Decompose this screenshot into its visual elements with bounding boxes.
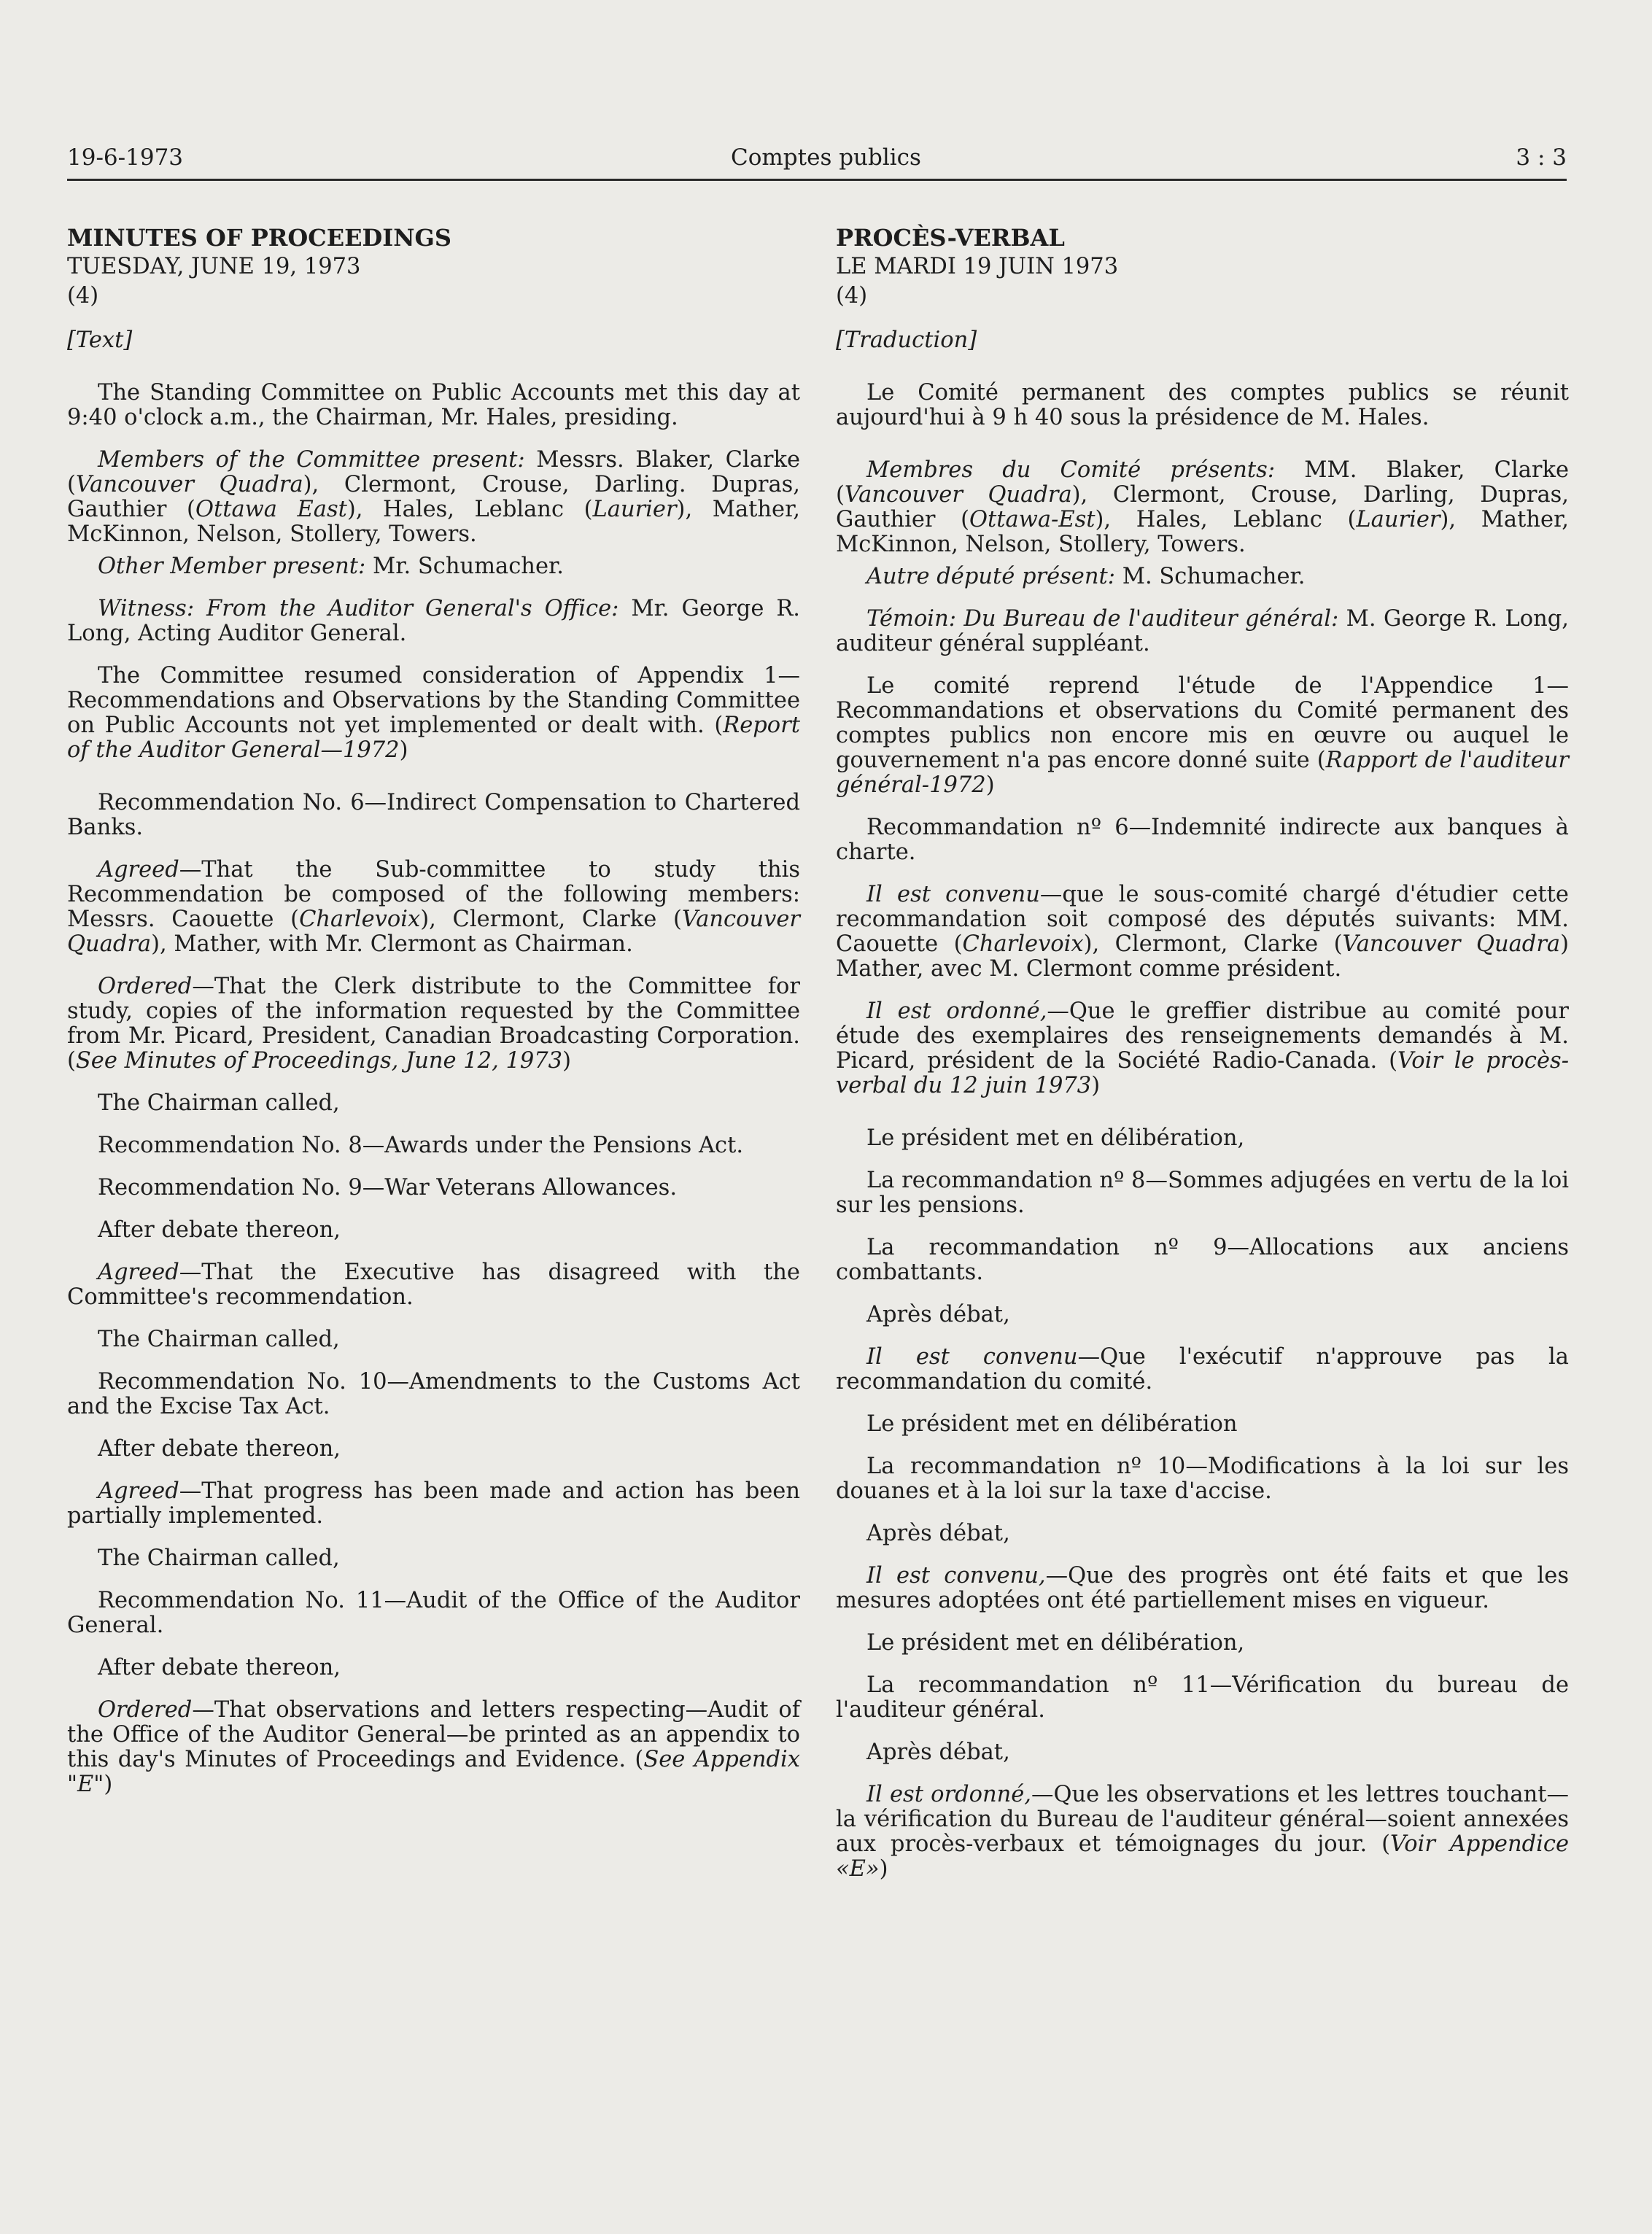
paragraph-chairman-called: Le président met en délibération,	[866, 1125, 1245, 1151]
paragraph-recommendation-9: Recommendation No. 9—War Veterans Allowances.	[98, 1175, 678, 1201]
english-column	[67, 223, 800, 1797]
paragraph-recommendation-6: Recommendation No. 6—Indirect Compensation to Chartered Banks.	[67, 790, 800, 840]
paragraph-agreed-subcommittee: Agreed—That the Sub-committee to study this Recommendation be composed of the following members: Messrs. Caouette (Charlevoix), Clermont, Clarke (Vancouver Quadra), Mather, with Mr. Clermont as Chairman.	[67, 857, 800, 957]
paragraph-chairman-called: The Chairman called,	[98, 1090, 340, 1116]
header-title: Comptes publics	[731, 144, 921, 171]
header-page-number: 3 : 3	[1516, 144, 1567, 171]
paragraph-witness: Witness: From the Auditor General's Office: Mr. George R. Long, Acting Auditor General.	[67, 596, 800, 646]
paragraph-agreed-progress: Il est convenu,—Que des progrès ont été faits et que les mesures adoptées ont été partiellement mises en vigueur.	[836, 1563, 1569, 1613]
paragraph-ordered-appendix: Il est ordonné,—Que les observations et les lettres touchant—la vérification du Bureau de l'auditeur général—soient annexées aux procès-verbaux et témoignages du jour. (Voir Appendice «E»)	[836, 1782, 1570, 1882]
meeting-date: LE MARDI 19 JUIN 1973	[836, 254, 1119, 279]
meeting-number: (4)	[67, 283, 99, 309]
paragraph-chairman-called: Le président met en délibération,	[866, 1630, 1245, 1656]
paragraph-members: Members of the Committee present: Messrs. Blaker, Clarke (Vancouver Quadra), Clermont, Crouse, Darling. Dupras, Gauthier (Ottawa East), Hales, Leblanc (Laurier), Mather, McKinnon, Nelson, Stollery, Towers.	[67, 447, 800, 547]
paragraph-ordered-clerk: Il est ordonné,—Que le greffier distribue au comité pour étude des exemplaires des renseignements demandés à M. Picard, président de la Société Radio-Canada. (Voir le procès-verbal du 12 juin 1973)	[836, 998, 1569, 1098]
paragraph-agreed-progress: Agreed—That progress has been made and action has been partially implemented.	[67, 1478, 800, 1529]
paragraph-after-debate: After debate thereon,	[98, 1217, 341, 1243]
paragraph-other-member: Other Member present: Mr. Schumacher.	[98, 554, 564, 579]
paragraph-after-debate: Après débat,	[866, 1521, 1010, 1546]
paragraph-opening: Le Comité permanent des comptes publics se réunit aujourd'hui à 9 h 40 sous la présidence de M. Hales.	[836, 380, 1569, 430]
paragraph-after-debate: After debate thereon,	[98, 1436, 341, 1462]
paragraph-members: Membres du Comité présents: MM. Blaker, Clarke (Vancouver Quadra), Clermont, Crouse, Darling, Dupras, Gauthier (Ottawa-Est), Hales, Leblanc (Laurier), Mather, McKinnon, Nelson, Stollery, Towers.	[836, 457, 1569, 557]
paragraph-recommendation-11: Recommendation No. 11—Audit of the Office of the Auditor General.	[67, 1588, 800, 1638]
paragraph-recommendation-6: Recommandation nº 6—Indemnité indirecte aux banques à charte.	[836, 815, 1569, 865]
paragraph-after-debate: After debate thereon,	[98, 1655, 341, 1680]
minutes-heading: MINUTES OF PROCEEDINGS	[67, 224, 451, 252]
paragraph-agreed-subcommittee: Il est convenu—que le sous-comité chargé d'étudier cette recommandation soit composé des députés suivants: MM. Caouette (Charlevoix), Clermont, Clarke (Vancouver Quadra) Mather, avec M. Clermont comme président.	[836, 882, 1569, 982]
paragraph-recommendation-9: La recommandation nº 9—Allocations aux anciens combattants.	[836, 1235, 1569, 1285]
header-rule	[67, 179, 1567, 181]
paragraph-after-debate: Après débat,	[866, 1740, 1010, 1765]
paragraph-recommendation-10: La recommandation nº 10—Modifications à la loi sur les douanes et à la loi sur la taxe d'accise.	[836, 1454, 1569, 1504]
paragraph-chairman-called: Le président met en délibération	[866, 1411, 1238, 1437]
paragraph-agreed-disagreed: Il est convenu—Que l'exécutif n'approuve pas la recommandation du comité.	[836, 1344, 1569, 1395]
french-column	[836, 223, 1569, 1882]
paragraph-agreed-disagreed: Agreed—That the Executive has disagreed with the Committee's recommendation.	[67, 1260, 800, 1310]
paragraph-ordered-clerk: Ordered—That the Clerk distribute to the Committee for study, copies of the information requested by the Committee from Mr. Picard, President, Canadian Broadcasting Corporation. (See Minutes of Proceedings, June 12, 1973)	[67, 974, 800, 1074]
paragraph-after-debate: Après débat,	[866, 1302, 1010, 1327]
paragraph-chairman-called: The Chairman called,	[98, 1545, 340, 1571]
meeting-date: TUESDAY, JUNE 19, 1973	[67, 254, 361, 279]
paragraph-recommendation-8: La recommandation nº 8—Sommes adjugées en vertu de la loi sur les pensions.	[836, 1168, 1569, 1218]
paragraph-recommendation-10: Recommendation No. 10—Amendments to the Customs Act and the Excise Tax Act.	[67, 1369, 800, 1419]
paragraph-recommendation-8: Recommendation No. 8—Awards under the Pensions Act.	[98, 1133, 744, 1158]
paragraph-witness: Témoin: Du Bureau de l'auditeur général: M. George R. Long, auditeur général suppléant.	[836, 606, 1570, 656]
paragraph-resumed: Le comité reprend l'étude de l'Appendice 1—Recommandations et observations du Comité permanent des comptes publics non encore mis en œuvre ou auquel le gouvernement n'a pas encore donné suite (Rapport de l'auditeur général-1972)	[836, 673, 1569, 798]
paragraph-chairman-called: The Chairman called,	[98, 1327, 340, 1352]
paragraph-recommendation-11: La recommandation nº 11—Vérification du bureau de l'auditeur général.	[836, 1672, 1569, 1723]
paragraph-ordered-appendix: Ordered—That observations and letters respecting—Audit of the Office of the Auditor General—be printed as an appendix to this day's Minutes of Proceedings and Evidence. (See Appendix "E")	[67, 1697, 800, 1797]
proces-verbal-heading: PROCÈS-VERBAL	[836, 224, 1065, 252]
text-note: [Text]	[67, 327, 133, 353]
meeting-number: (4)	[836, 283, 868, 309]
header-date: 19-6-1973	[67, 144, 184, 171]
paragraph-resumed: The Committee resumed consideration of Appendix 1—Recommendations and Observations by the Standing Committee on Public Accounts not yet implemented or dealt with. (Report of the Auditor General—1972)	[67, 663, 800, 763]
paragraph-other-member: Autre député présent: M. Schumacher.	[866, 564, 1306, 589]
paragraph-opening: The Standing Committee on Public Accounts met this day at 9:40 o'clock a.m., the Chairman, Mr. Hales, presiding.	[67, 380, 800, 430]
translation-note: [Traduction]	[836, 327, 977, 353]
